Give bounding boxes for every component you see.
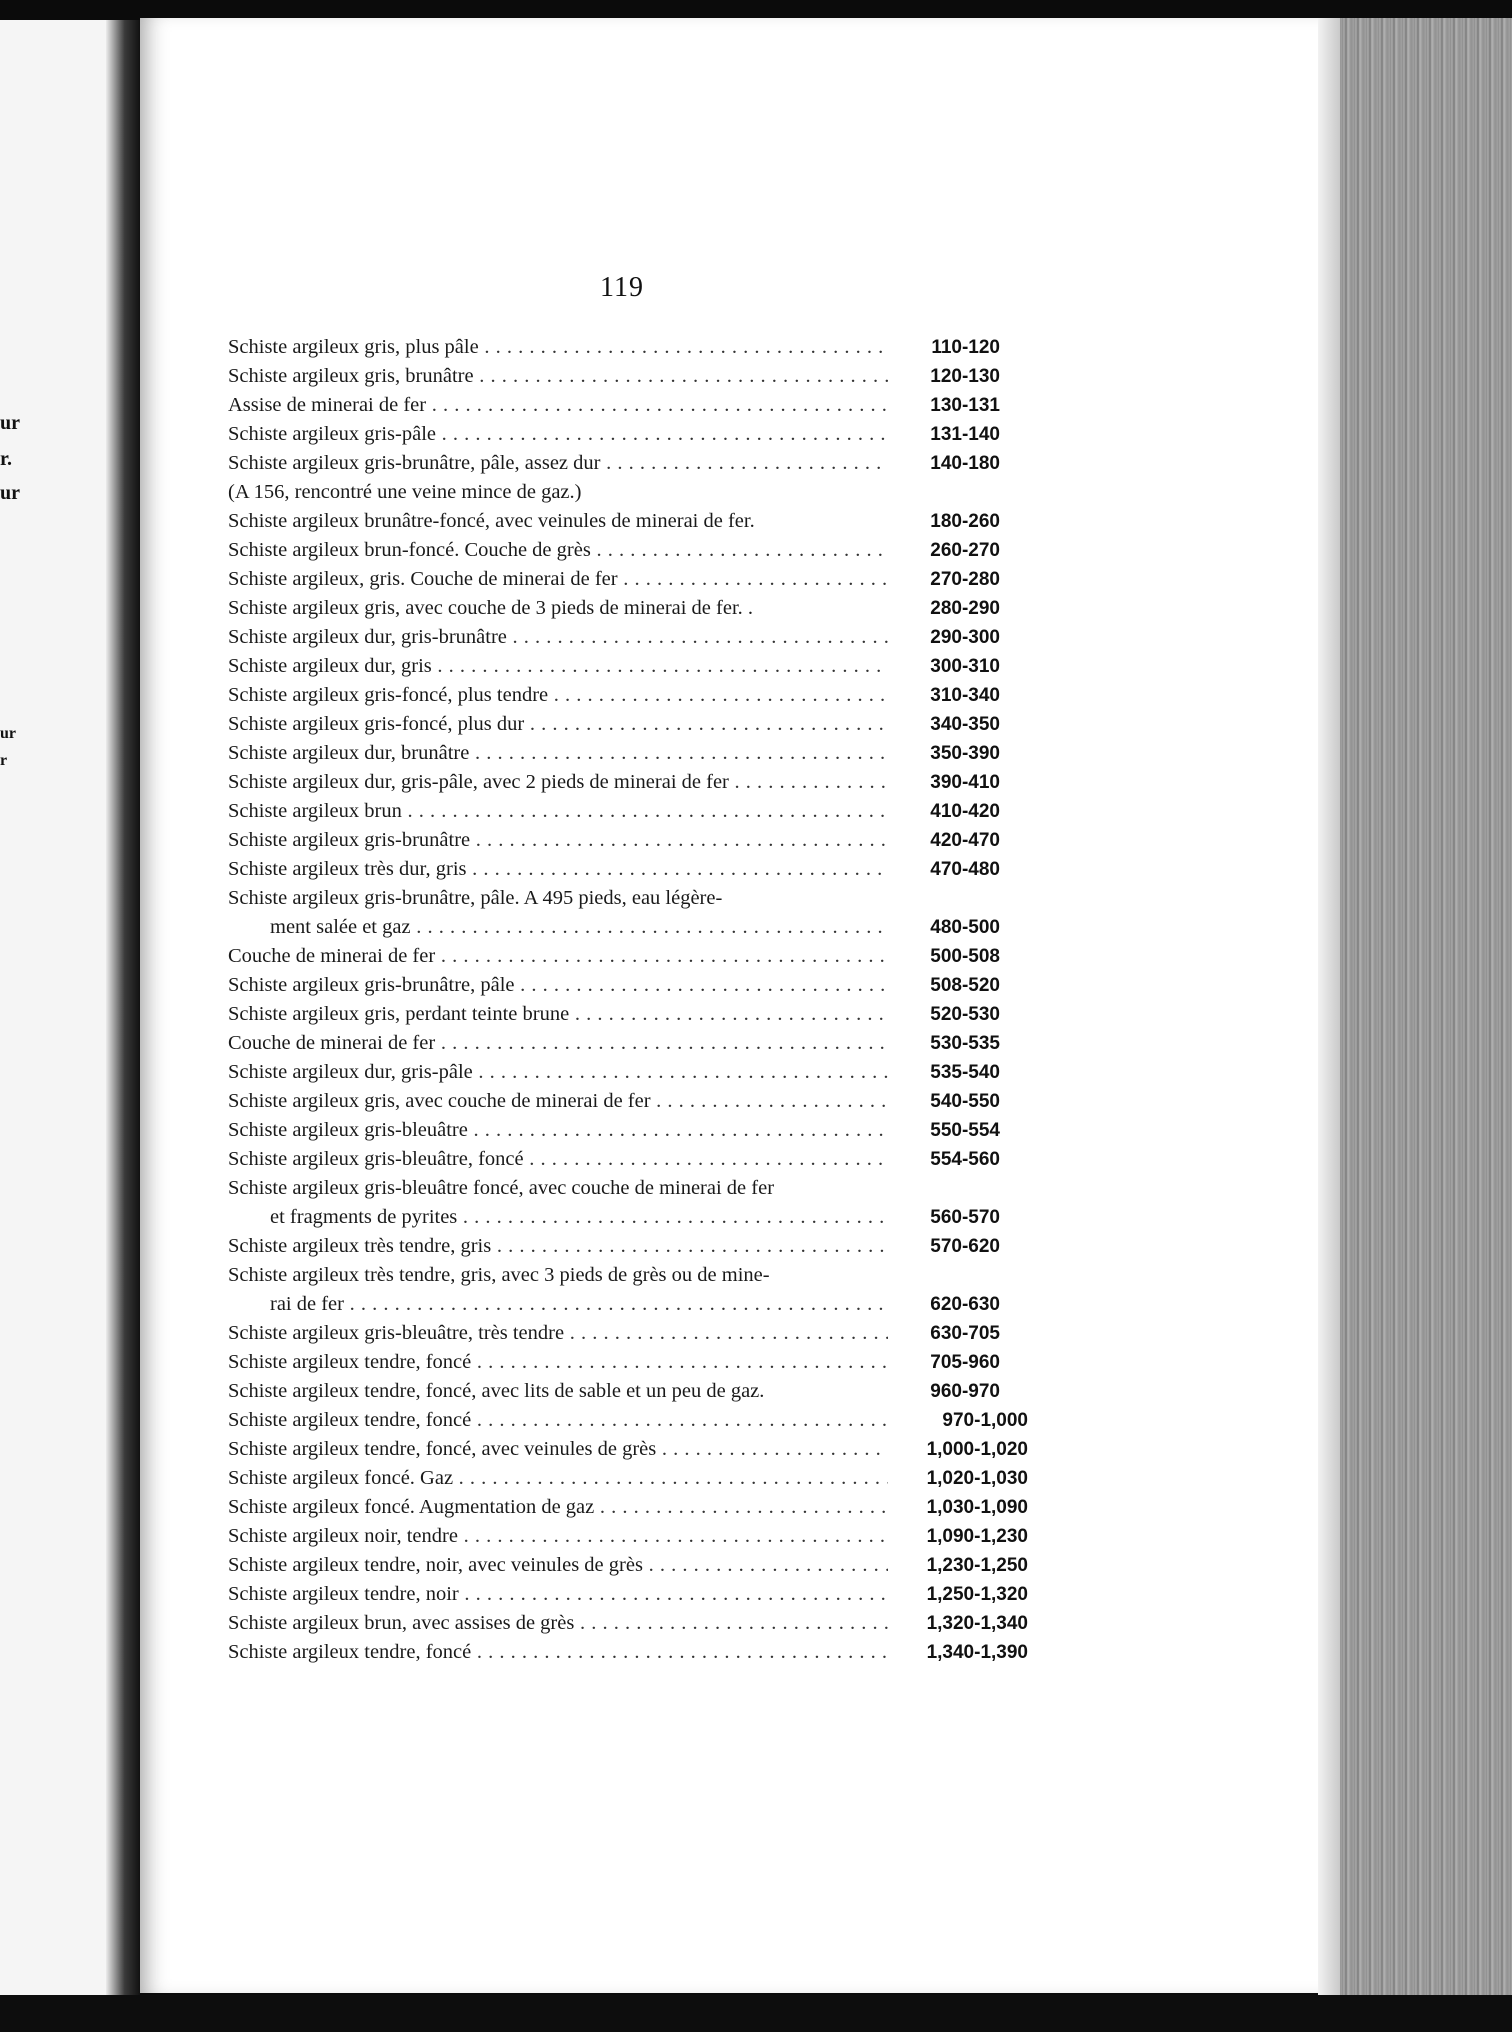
row-depth-range: 970-1,000 bbox=[942, 1410, 1028, 1431]
row-description: Schiste argileux gris-bleuâtre, foncé . . . bbox=[228, 1145, 888, 1174]
table-row bbox=[228, 1551, 1028, 1580]
page-number: 119 bbox=[600, 272, 644, 303]
row-description: Schiste argileux dur, gris-pâle, avec 2 pieds de minerai de fer . . . bbox=[228, 768, 888, 797]
row-depth-range: 110-120 bbox=[931, 337, 1000, 358]
table-row bbox=[228, 1638, 1028, 1667]
book-gutter bbox=[106, 20, 140, 2010]
row-depth-range: 550-554 bbox=[930, 1120, 1000, 1141]
row-description: Schiste argileux dur, gris . . . bbox=[228, 652, 888, 681]
row-depth-range: 470-480 bbox=[930, 859, 1000, 880]
row-depth-range: 1,320-1,340 bbox=[926, 1613, 1028, 1634]
row-description: Schiste argileux gris-foncé, plus tendre . . . bbox=[228, 681, 888, 710]
table-row bbox=[228, 913, 1028, 942]
row-depth-range: 480-500 bbox=[930, 917, 1000, 938]
row-depth-range: 130-131 bbox=[930, 395, 1000, 416]
row-depth-range: 260-270 bbox=[930, 540, 1000, 561]
row-description: Assise de minerai de fer . . . bbox=[228, 391, 888, 420]
log-table bbox=[228, 333, 1028, 1667]
table-row bbox=[228, 1435, 1028, 1464]
table-row bbox=[228, 1058, 1028, 1087]
row-description: Schiste argileux gris, perdant teinte brune . . . bbox=[228, 1000, 888, 1029]
table-row bbox=[228, 391, 1028, 420]
row-description: Schiste argileux gris-pâle . . . bbox=[228, 420, 888, 449]
table-row bbox=[228, 855, 1028, 884]
row-description: Schiste argileux gris-bleuâtre . . . bbox=[228, 1116, 888, 1145]
row-depth-range: 300-310 bbox=[930, 656, 1000, 677]
row-depth-range: 554-560 bbox=[930, 1149, 1000, 1170]
left-page bbox=[0, 20, 140, 2010]
row-description: (A 156, rencontré une veine mince de gaz.) bbox=[228, 481, 582, 503]
row-depth-range: 1,250-1,320 bbox=[926, 1584, 1028, 1605]
row-description: Schiste argileux tendre, foncé . . . bbox=[228, 1638, 888, 1667]
table-row bbox=[228, 1087, 1028, 1116]
row-depth-range: 520-530 bbox=[930, 1004, 1000, 1025]
row-depth-range: 1,000-1,020 bbox=[926, 1439, 1028, 1460]
table-row bbox=[228, 449, 1028, 478]
row-description: rai de fer . . . bbox=[270, 1290, 888, 1319]
row-depth-range: 630-705 bbox=[930, 1323, 1000, 1344]
row-depth-range: 290-300 bbox=[930, 627, 1000, 648]
table-row bbox=[228, 971, 1028, 1000]
table-row bbox=[228, 652, 1028, 681]
row-description: Schiste argileux très tendre, gris, avec 3 pieds de grès ou de mine- bbox=[228, 1264, 770, 1286]
row-description: Schiste argileux gris-bleuâtre, très tendre . . . bbox=[228, 1319, 888, 1348]
row-depth-range: 140-180 bbox=[930, 453, 1000, 474]
row-depth-range: 960-970 bbox=[930, 1381, 1000, 1402]
row-depth-range: 280-290 bbox=[930, 598, 1000, 619]
row-description: ment salée et gaz . . . bbox=[270, 913, 888, 942]
row-description: Schiste argileux tendre, foncé, avec veinules de grès . . . bbox=[228, 1435, 888, 1464]
row-description: Schiste argileux gris, avec couche de 3 pieds de minerai de fer. . bbox=[228, 597, 754, 619]
row-description: Schiste argileux brun-foncé. Couche de grès . . . bbox=[228, 536, 888, 565]
table-row bbox=[228, 826, 1028, 855]
row-depth-range: 530-535 bbox=[930, 1033, 1000, 1054]
table-row bbox=[228, 1493, 1028, 1522]
row-description: Couche de minerai de fer . . . bbox=[228, 942, 888, 971]
row-depth-range: 1,230-1,250 bbox=[926, 1555, 1028, 1576]
table-row bbox=[228, 1116, 1028, 1145]
row-description: Schiste argileux gris-brunâtre, pâle, assez dur . . . bbox=[228, 449, 888, 478]
scan-bottom-border bbox=[0, 1995, 1512, 2032]
row-description: Schiste argileux gris, plus pâle . . . bbox=[228, 333, 888, 362]
page-edge-highlight bbox=[1318, 18, 1340, 2008]
row-description: Schiste argileux gris, brunâtre . . . bbox=[228, 362, 888, 391]
table-row bbox=[228, 420, 1028, 449]
row-depth-range: 410-420 bbox=[930, 801, 1000, 822]
row-description: Schiste argileux gris, avec couche de minerai de fer . . . bbox=[228, 1087, 888, 1116]
left-page-fragment: r bbox=[0, 752, 8, 769]
row-description: Schiste argileux très tendre, gris . . . bbox=[228, 1232, 888, 1261]
table-row bbox=[228, 1609, 1028, 1638]
row-description: et fragments de pyrites . . . bbox=[270, 1203, 888, 1232]
row-depth-range: 1,090-1,230 bbox=[926, 1526, 1028, 1547]
row-depth-range: 131-140 bbox=[930, 424, 1000, 445]
table-row bbox=[228, 1406, 1028, 1435]
row-depth-range: 1,030-1,090 bbox=[926, 1497, 1028, 1518]
table-row bbox=[228, 1000, 1028, 1029]
table-row bbox=[228, 768, 1028, 797]
table-row bbox=[228, 623, 1028, 652]
left-page-fragment: ur bbox=[0, 482, 20, 504]
row-depth-range: 705-960 bbox=[930, 1352, 1000, 1373]
table-row bbox=[228, 1348, 1028, 1377]
row-depth-range: 620-630 bbox=[930, 1294, 1000, 1315]
table-row bbox=[228, 884, 1028, 913]
row-depth-range: 420-470 bbox=[930, 830, 1000, 851]
row-description: Schiste argileux gris-foncé, plus dur . . . bbox=[228, 710, 888, 739]
table-row bbox=[228, 1203, 1028, 1232]
row-description: Schiste argileux tendre, noir . . . bbox=[228, 1580, 888, 1609]
table-row bbox=[228, 1290, 1028, 1319]
table-row bbox=[228, 536, 1028, 565]
row-description: Schiste argileux dur, gris-brunâtre . . . bbox=[228, 623, 888, 652]
row-depth-range: 1,340-1,390 bbox=[926, 1642, 1028, 1663]
row-description: Schiste argileux, gris. Couche de minerai de fer . . . bbox=[228, 565, 888, 594]
table-row bbox=[228, 1580, 1028, 1609]
row-depth-range: 180-260 bbox=[930, 511, 1000, 532]
table-row bbox=[228, 333, 1028, 362]
row-description: Schiste argileux brunâtre-foncé, avec veinules de minerai de fer. bbox=[228, 510, 755, 532]
row-description: Schiste argileux dur, gris-pâle . . . bbox=[228, 1058, 888, 1087]
table-row bbox=[228, 797, 1028, 826]
left-page-fragment: r. bbox=[0, 448, 13, 470]
table-row bbox=[228, 362, 1028, 391]
table-row bbox=[228, 1522, 1028, 1551]
row-depth-range: 508-520 bbox=[930, 975, 1000, 996]
table-row bbox=[228, 478, 1028, 507]
row-description: Schiste argileux tendre, foncé . . . bbox=[228, 1348, 888, 1377]
row-depth-range: 535-540 bbox=[930, 1062, 1000, 1083]
table-row bbox=[228, 1377, 1028, 1406]
row-description: Couche de minerai de fer . . . bbox=[228, 1029, 888, 1058]
row-description: Schiste argileux brun, avec assises de grès . . . bbox=[228, 1609, 888, 1638]
table-row bbox=[228, 1145, 1028, 1174]
book-page-edges bbox=[1318, 18, 1512, 2008]
table-row bbox=[228, 507, 1028, 536]
row-description: Schiste argileux gris-brunâtre, pâle. A 495 pieds, eau légère- bbox=[228, 887, 723, 909]
row-depth-range: 340-350 bbox=[930, 714, 1000, 735]
row-description: Schiste argileux foncé. Gaz . . . bbox=[228, 1464, 888, 1493]
table-row bbox=[228, 681, 1028, 710]
row-depth-range: 1,020-1,030 bbox=[926, 1468, 1028, 1489]
row-depth-range: 570-620 bbox=[930, 1236, 1000, 1257]
row-depth-range: 500-508 bbox=[930, 946, 1000, 967]
left-page-fragment: ur bbox=[0, 725, 16, 742]
row-depth-range: 120-130 bbox=[930, 366, 1000, 387]
table-row bbox=[228, 1232, 1028, 1261]
table-row bbox=[228, 710, 1028, 739]
table-row bbox=[228, 565, 1028, 594]
table-row bbox=[228, 1464, 1028, 1493]
row-description: Schiste argileux gris-brunâtre, pâle . . . bbox=[228, 971, 888, 1000]
row-depth-range: 540-550 bbox=[930, 1091, 1000, 1112]
table-row bbox=[228, 1261, 1028, 1290]
table-row bbox=[228, 739, 1028, 768]
row-depth-range: 560-570 bbox=[930, 1207, 1000, 1228]
row-description: Schiste argileux foncé. Augmentation de gaz . . . bbox=[228, 1493, 888, 1522]
row-description: Schiste argileux tendre, foncé . . . bbox=[228, 1406, 888, 1435]
row-description: Schiste argileux gris-brunâtre . . . bbox=[228, 826, 888, 855]
row-description: Schiste argileux brun . . . bbox=[228, 797, 888, 826]
row-depth-range: 390-410 bbox=[930, 772, 1000, 793]
row-description: Schiste argileux dur, brunâtre . . . bbox=[228, 739, 888, 768]
table-row bbox=[228, 594, 1028, 623]
row-description: Schiste argileux gris-bleuâtre foncé, avec couche de minerai de fer bbox=[228, 1177, 775, 1199]
row-depth-range: 350-390 bbox=[930, 743, 1000, 764]
left-page-fragment: ur bbox=[0, 412, 20, 434]
table-row bbox=[228, 1319, 1028, 1348]
row-description: Schiste argileux tendre, noir, avec veinules de grès . . . bbox=[228, 1551, 888, 1580]
row-depth-range: 270-280 bbox=[930, 569, 1000, 590]
table-row bbox=[228, 1174, 1028, 1203]
row-description: Schiste argileux tendre, foncé, avec lits de sable et un peu de gaz. bbox=[228, 1380, 765, 1402]
table-row bbox=[228, 942, 1028, 971]
table-row bbox=[228, 1029, 1028, 1058]
row-description: Schiste argileux noir, tendre . . . bbox=[228, 1522, 888, 1551]
row-description: Schiste argileux très dur, gris . . . bbox=[228, 855, 888, 884]
row-depth-range: 310-340 bbox=[930, 685, 1000, 706]
